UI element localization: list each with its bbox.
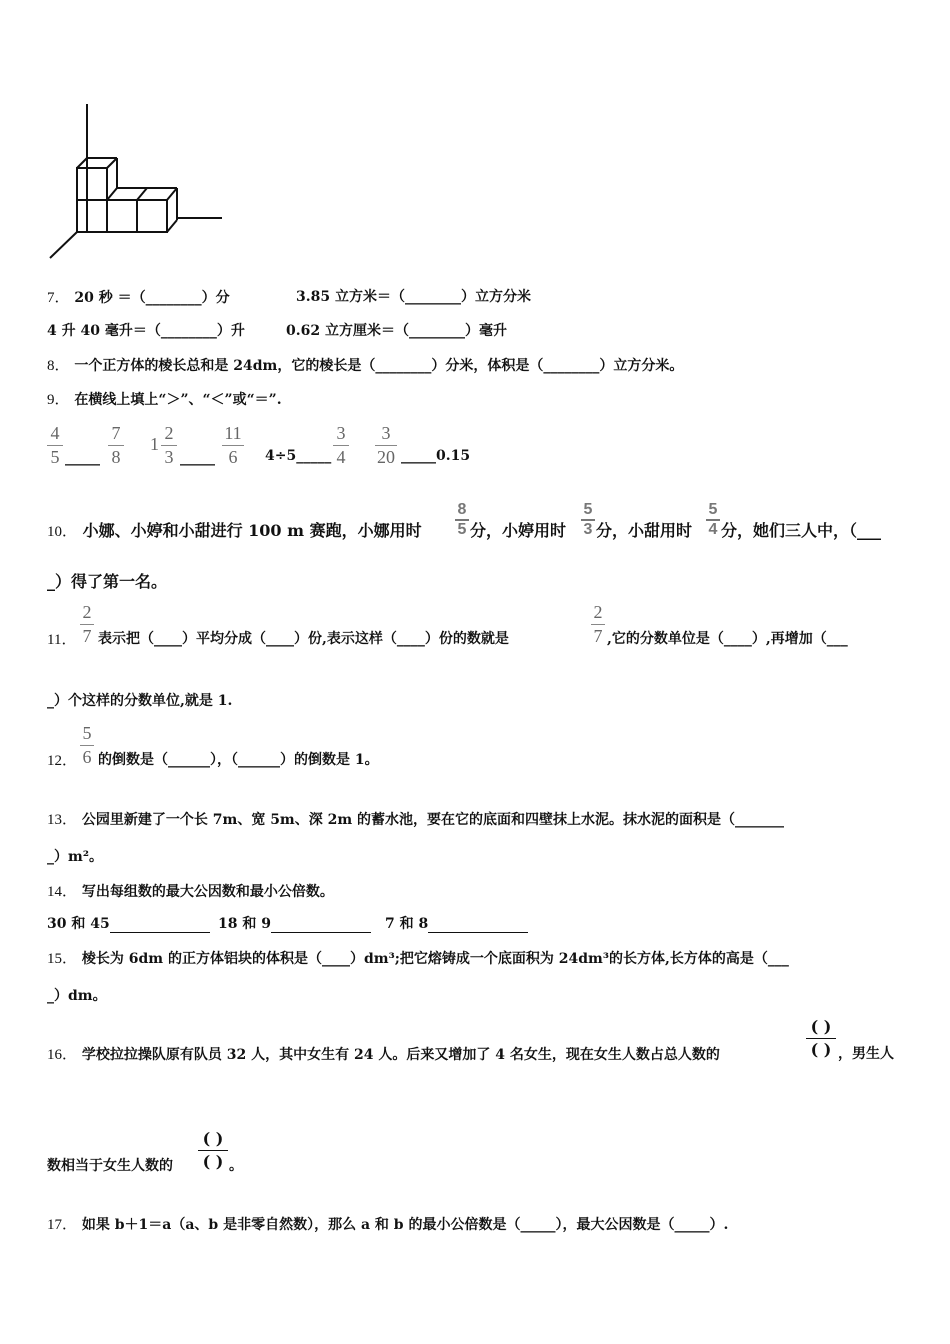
q16-blank-fraction-1: ( ) ( ) — [806, 1017, 836, 1060]
q12-number: 12． — [47, 753, 78, 769]
q14-number: 14． — [47, 884, 78, 900]
q10-fraction-2: 5 3 — [581, 502, 595, 538]
q17-text: 如果 b＋1＝a（a、b 是非零自然数），那么 a 和 b 的最小公倍数是（_____），最大公因数是（_____）. — [81, 1217, 729, 1233]
q11-fraction-2: 2 7 — [591, 602, 605, 646]
q10-part2: 分，小婷用时 — [470, 521, 567, 540]
q15-number: 15． — [47, 951, 78, 967]
q7-line1 — [47, 286, 230, 307]
q11-part2: ,它的分数单位是（____）,再增加（___ — [607, 631, 848, 647]
q11-part1: 表示把（____）平均分成（____）份,表示这样（____）份的数就是 — [98, 631, 509, 647]
q10-part3: 分，小甜用时 — [596, 521, 693, 540]
q16-tail: ，男生人 — [838, 1046, 894, 1062]
q16-end: 。 — [229, 1158, 243, 1174]
q7-number: 7． — [47, 290, 70, 306]
q7-d: 0.62 立方厘米＝（________）毫升 — [286, 323, 507, 339]
q9-fraction-4: 11 6 — [222, 423, 244, 467]
q9-whole-part: 1 — [150, 434, 159, 454]
q12-text: 的倒数是（______），（______）的倒数是 1。 — [98, 752, 379, 768]
q11-line2: _）个这样的分数单位,就是 1. — [47, 693, 233, 709]
q14-group-c: 7 和 8 — [385, 913, 528, 933]
q13-line2: _）m²。 — [47, 849, 103, 865]
q14-group-a: 30 和 45 — [47, 913, 210, 933]
q10-fraction-3: 5 4 — [706, 502, 720, 538]
q13 — [47, 808, 784, 829]
q9 — [47, 388, 282, 409]
q16 — [47, 1043, 720, 1064]
q15-text: 棱长为 6dm 的正方体铝块的体积是（____）dm³;把它熔铸成一个底面积为 24dm³的长方体,长方体的高是（___ — [81, 951, 789, 967]
q9-value: _____0.15 — [401, 448, 471, 464]
q13-text: 公园里新建了一个长 7m、宽 5m、深 2m 的蓄水池，要在它的底面和四壁抹上水泥。抹水泥的面积是（_______ — [81, 812, 785, 828]
q9-division: 4÷5_____ — [265, 448, 332, 464]
q8-number: 8． — [47, 358, 70, 374]
q15-line2: _）dm。 — [47, 988, 107, 1004]
q9-fraction-2: 7 8 — [108, 423, 124, 467]
q9-fraction-6: 3 20 — [377, 423, 395, 467]
q17 — [47, 1213, 728, 1234]
q10-part4: 分，她们三人中，（___ — [721, 521, 882, 540]
q14 — [47, 880, 334, 901]
q9-blank-2: _____ — [180, 450, 215, 466]
q7-c: 4 升 40 毫升＝（________）升 — [47, 323, 245, 339]
q14-group-b: 18 和 9 — [218, 913, 371, 933]
q16-line2: 数相当于女生人数的 — [47, 1158, 173, 1174]
q9-fraction-3: 2 3 — [161, 423, 177, 467]
q16-text: 学校拉拉操队原有队员 32 人，其中女生有 24 人。后来又增加了 4 名女生，现在女生人数占总人数的 — [81, 1047, 720, 1063]
q11-number: 11． — [47, 632, 77, 648]
q8 — [47, 354, 683, 375]
q9-fraction-5: 3 4 — [333, 423, 349, 467]
q7-b: 3.85 立方米＝（________）立方分米 — [296, 289, 531, 305]
q9-fraction-1: 4 5 — [47, 423, 63, 467]
cube-stack-figure — [40, 100, 240, 265]
q10-line2: _）得了第一名。 — [47, 572, 168, 591]
q14-text: 写出每组数的最大公因数和最小公倍数。 — [81, 884, 334, 900]
q16-number: 16． — [47, 1047, 78, 1063]
q10-line1: 10． 小娜、小婷和小甜进行 100 m 赛跑，小娜用时 — [47, 521, 422, 540]
q10-fraction-1: 8 5 — [455, 502, 469, 538]
q9-number: 9． — [47, 392, 70, 408]
q9-blank-1: _____ — [65, 450, 100, 466]
q12-fraction: 5 6 — [80, 723, 94, 767]
q7-a: 20 秒 ＝（________）分 — [74, 290, 230, 306]
q15 — [47, 947, 789, 968]
q8-text: 一个正方体的棱长总和是 24dm，它的棱长是（________）分米，体积是（________）立方分米。 — [74, 358, 684, 374]
q17-number: 17． — [47, 1217, 78, 1233]
q10-number: 10． — [47, 524, 78, 540]
q11-fraction-1: 2 7 — [80, 602, 94, 646]
q13-number: 13． — [47, 812, 78, 828]
q16-blank-fraction-2: ( ) ( ) — [198, 1129, 228, 1172]
q9-text: 在横线上填上“＞”、“＜”或“＝”. — [74, 392, 282, 408]
